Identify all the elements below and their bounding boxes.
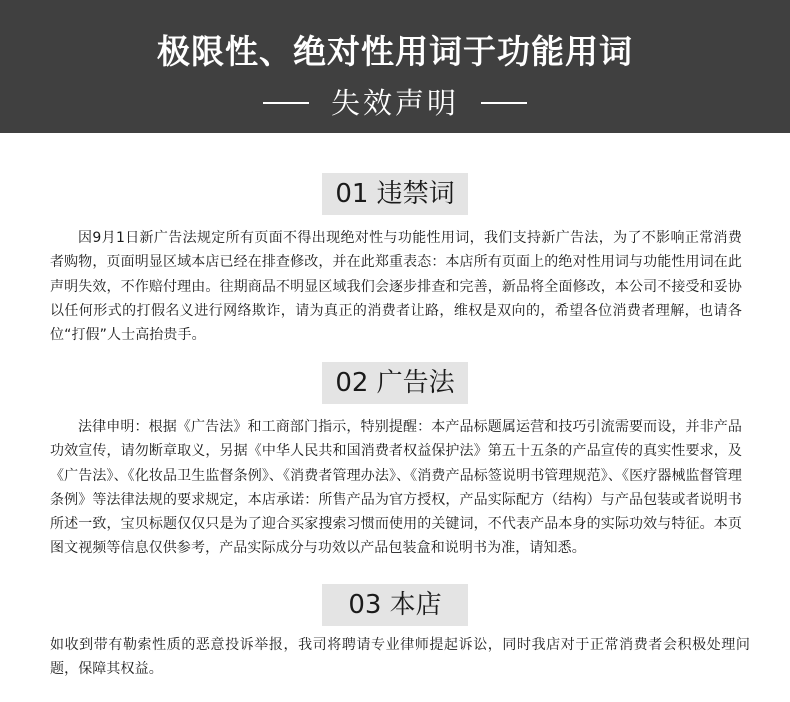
subtitle-right-rule bbox=[481, 102, 527, 104]
section-label-our-store: 03 本店 bbox=[322, 584, 468, 626]
section-label-violation-words: 01 违禁词 bbox=[322, 173, 468, 215]
section-label-advertising-law: 02 广告法 bbox=[322, 362, 468, 404]
page-title: 极限性、绝对性用词于功能用词 bbox=[157, 32, 633, 71]
subtitle-row bbox=[0, 84, 790, 122]
page-subtitle: 失效声明 bbox=[330, 86, 459, 120]
header-banner bbox=[0, 0, 790, 133]
section-text-violation-words: 因9月1日新广告法规定所有页面不得出现绝对性与功能性用词，我们支持新广告法，为了不影响正常消费者购物，页面明显区域本店已经在排查修改，并在此郑重表态：本店所有页面上的绝对性用词与功能性用词在此声明失效，不作赔付理由。往期商品不明显区域我们会逐步排查和完善，新品将全面修改，本公司不接受和妥协以任何形式的打假名义进行网络欺诈，请为真正的消费者让路，维权是双向的，希望各位消费者理解，也请各位“打假”人士高抬贵手。 bbox=[50, 230, 742, 344]
section-text-advertising-law: 法律申明：根据《广告法》和工商部门指示，特别提醒：本产品标题属运营和技巧引流需要而设，并非产品功效宣传，请勿断章取义，另据《中华人民共和国消费者权益保护法》第五十五条的产品宣传的真实性要求，及《广告法》、《化妆品卫生监督条例》、《消费者管理办法》、《消费产品标签说明书管理规范》、《医疗器械监督管理条例》等法律法规的要求规定，本店承诺：所售产品为官方授权，产品实际配方（结构）与产品包装或者说明书所述一致，宝贝标题仅仅只是为了迎合买家搜索习惯而使用的关键词，不代表产品本身的实际功效与特征。本页图文视频等信息仅供参考，产品实际成分与功效以产品包装盒和说明书为准，请知悉。 bbox=[50, 419, 742, 557]
subtitle-left-rule bbox=[263, 102, 309, 104]
section-text-our-store: 如收到带有勒索性质的恶意投诉举报，我司将聘请专业律师提起诉讼，同时我店对于正常消费者会积极处理问题，保障其权益。 bbox=[50, 637, 750, 678]
